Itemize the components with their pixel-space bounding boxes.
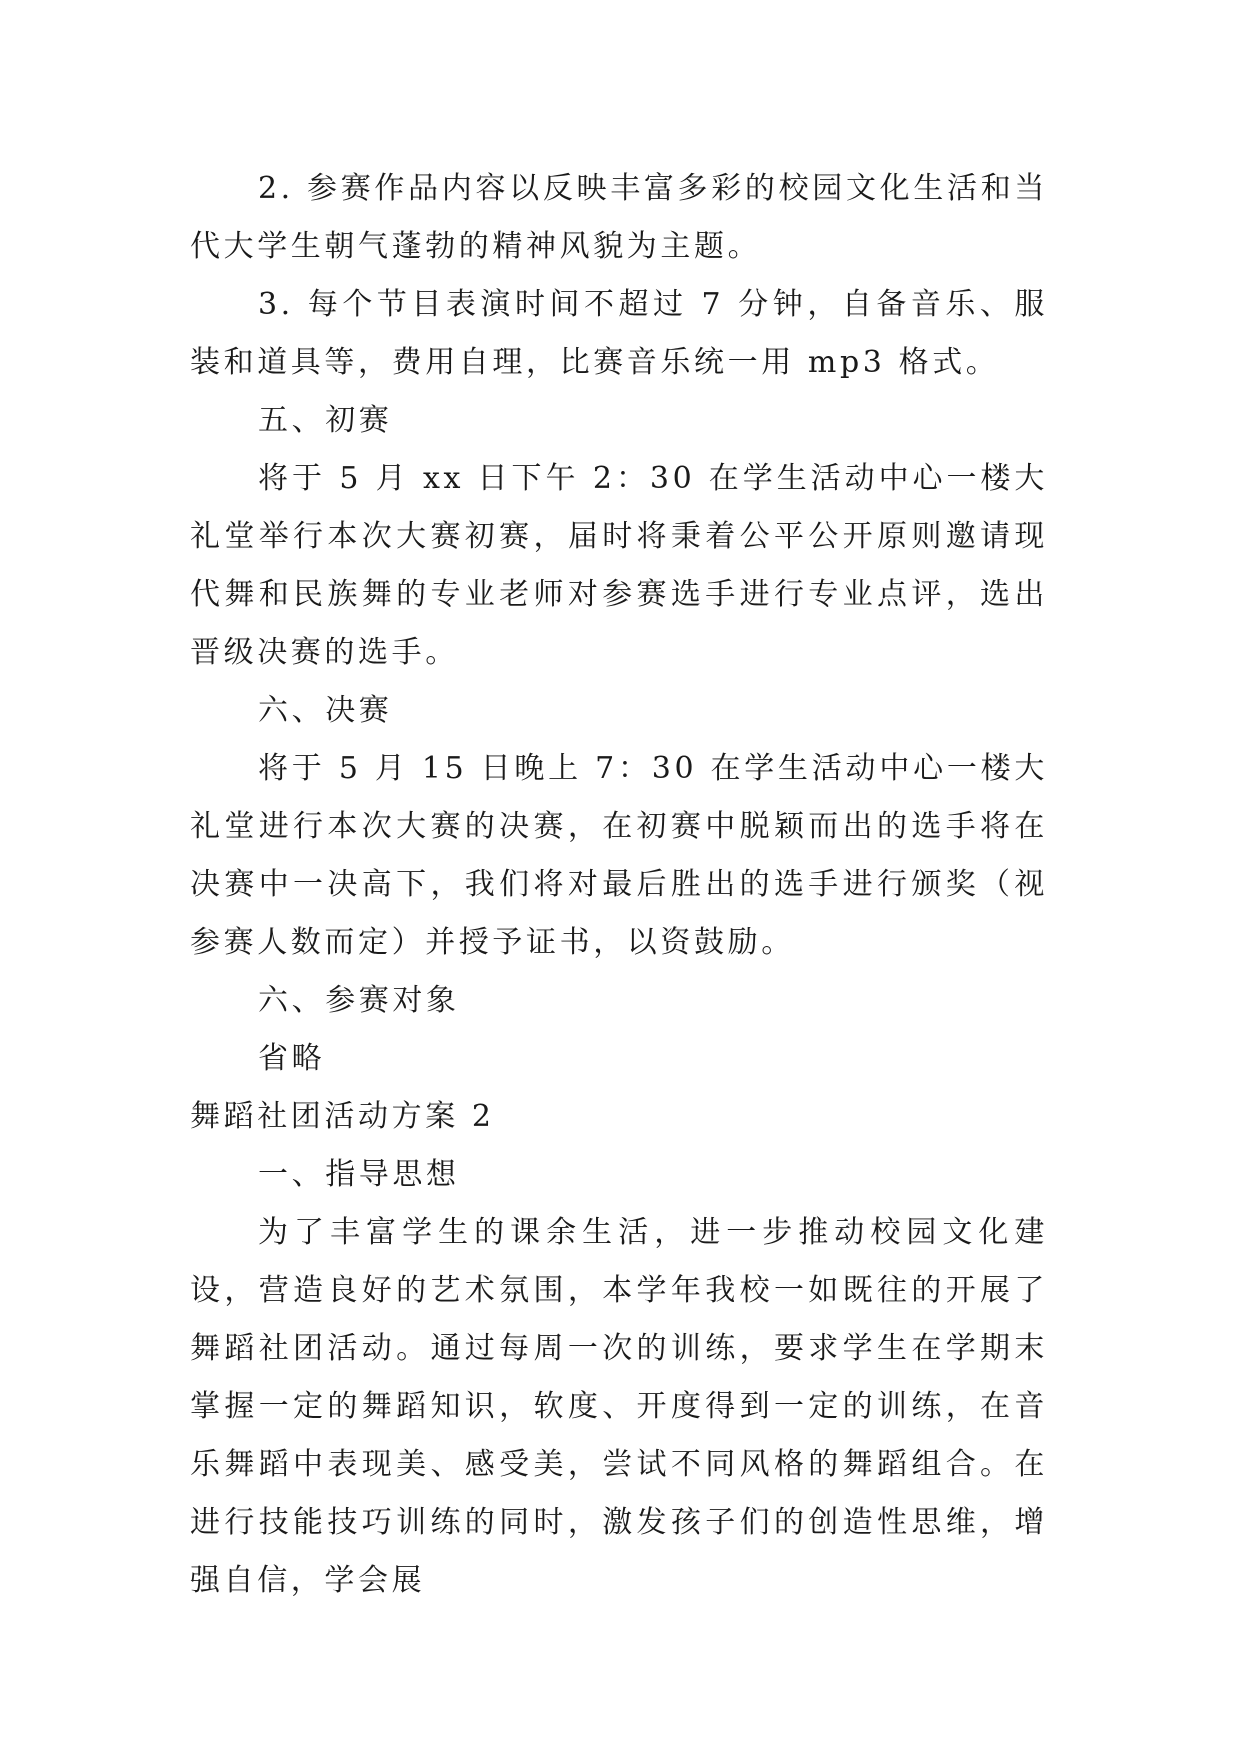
- paragraph-omitted: 省略: [258, 1041, 326, 1076]
- document-title-plan-2: 舞蹈社团活动方案 2: [190, 1099, 495, 1134]
- paragraph-rule-3: 3. 每个节目表演时间不超过 7 分钟，自备音乐、服装和道具等，费用自理，比赛音乐统一用 mp3 格式。: [190, 287, 1048, 380]
- paragraph-preliminary: 将于 5 月 xx 日下午 2：30 在学生活动中心一楼大礼堂举行本次大赛初赛，届时将秉着公平公开原则邀请现代舞和民族舞的专业老师对参赛选手进行专业点评，选出晋级决赛的选手。: [190, 461, 1048, 670]
- section-heading-preliminary: 五、初赛: [258, 403, 393, 438]
- section-heading-guiding-ideology: 一、指导思想: [258, 1157, 460, 1192]
- section-heading-participants: 六、参赛对象: [258, 983, 460, 1018]
- paragraph-guiding-ideology: 为了丰富学生的课余生活，进一步推动校园文化建设，营造良好的艺术氛围，本学年我校一如既往的开展了舞蹈社团活动。通过每周一次的训练，要求学生在学期末掌握一定的舞蹈知识，软度、开度得到一定的训练，在音乐舞蹈中表现美、感受美，尝试不同风格的舞蹈组合。在进行技能技巧训练的同时，激发孩子们的创造性思维，增强自信，学会展: [190, 1215, 1048, 1598]
- section-heading-final: 六、决赛: [258, 693, 393, 728]
- paragraph-rule-2: 2. 参赛作品内容以反映丰富多彩的校园文化生活和当代大学生朝气蓬勃的精神风貌为主题。: [190, 171, 1048, 264]
- document-page: [190, 160, 1048, 1610]
- paragraph-final: 将于 5 月 15 日晚上 7：30 在学生活动中心一楼大礼堂进行本次大赛的决赛，在初赛中脱颖而出的选手将在决赛中一决高下，我们将对最后胜出的选手进行颁奖（视参赛人数而定）并授予证书，以资鼓励。: [190, 751, 1048, 960]
